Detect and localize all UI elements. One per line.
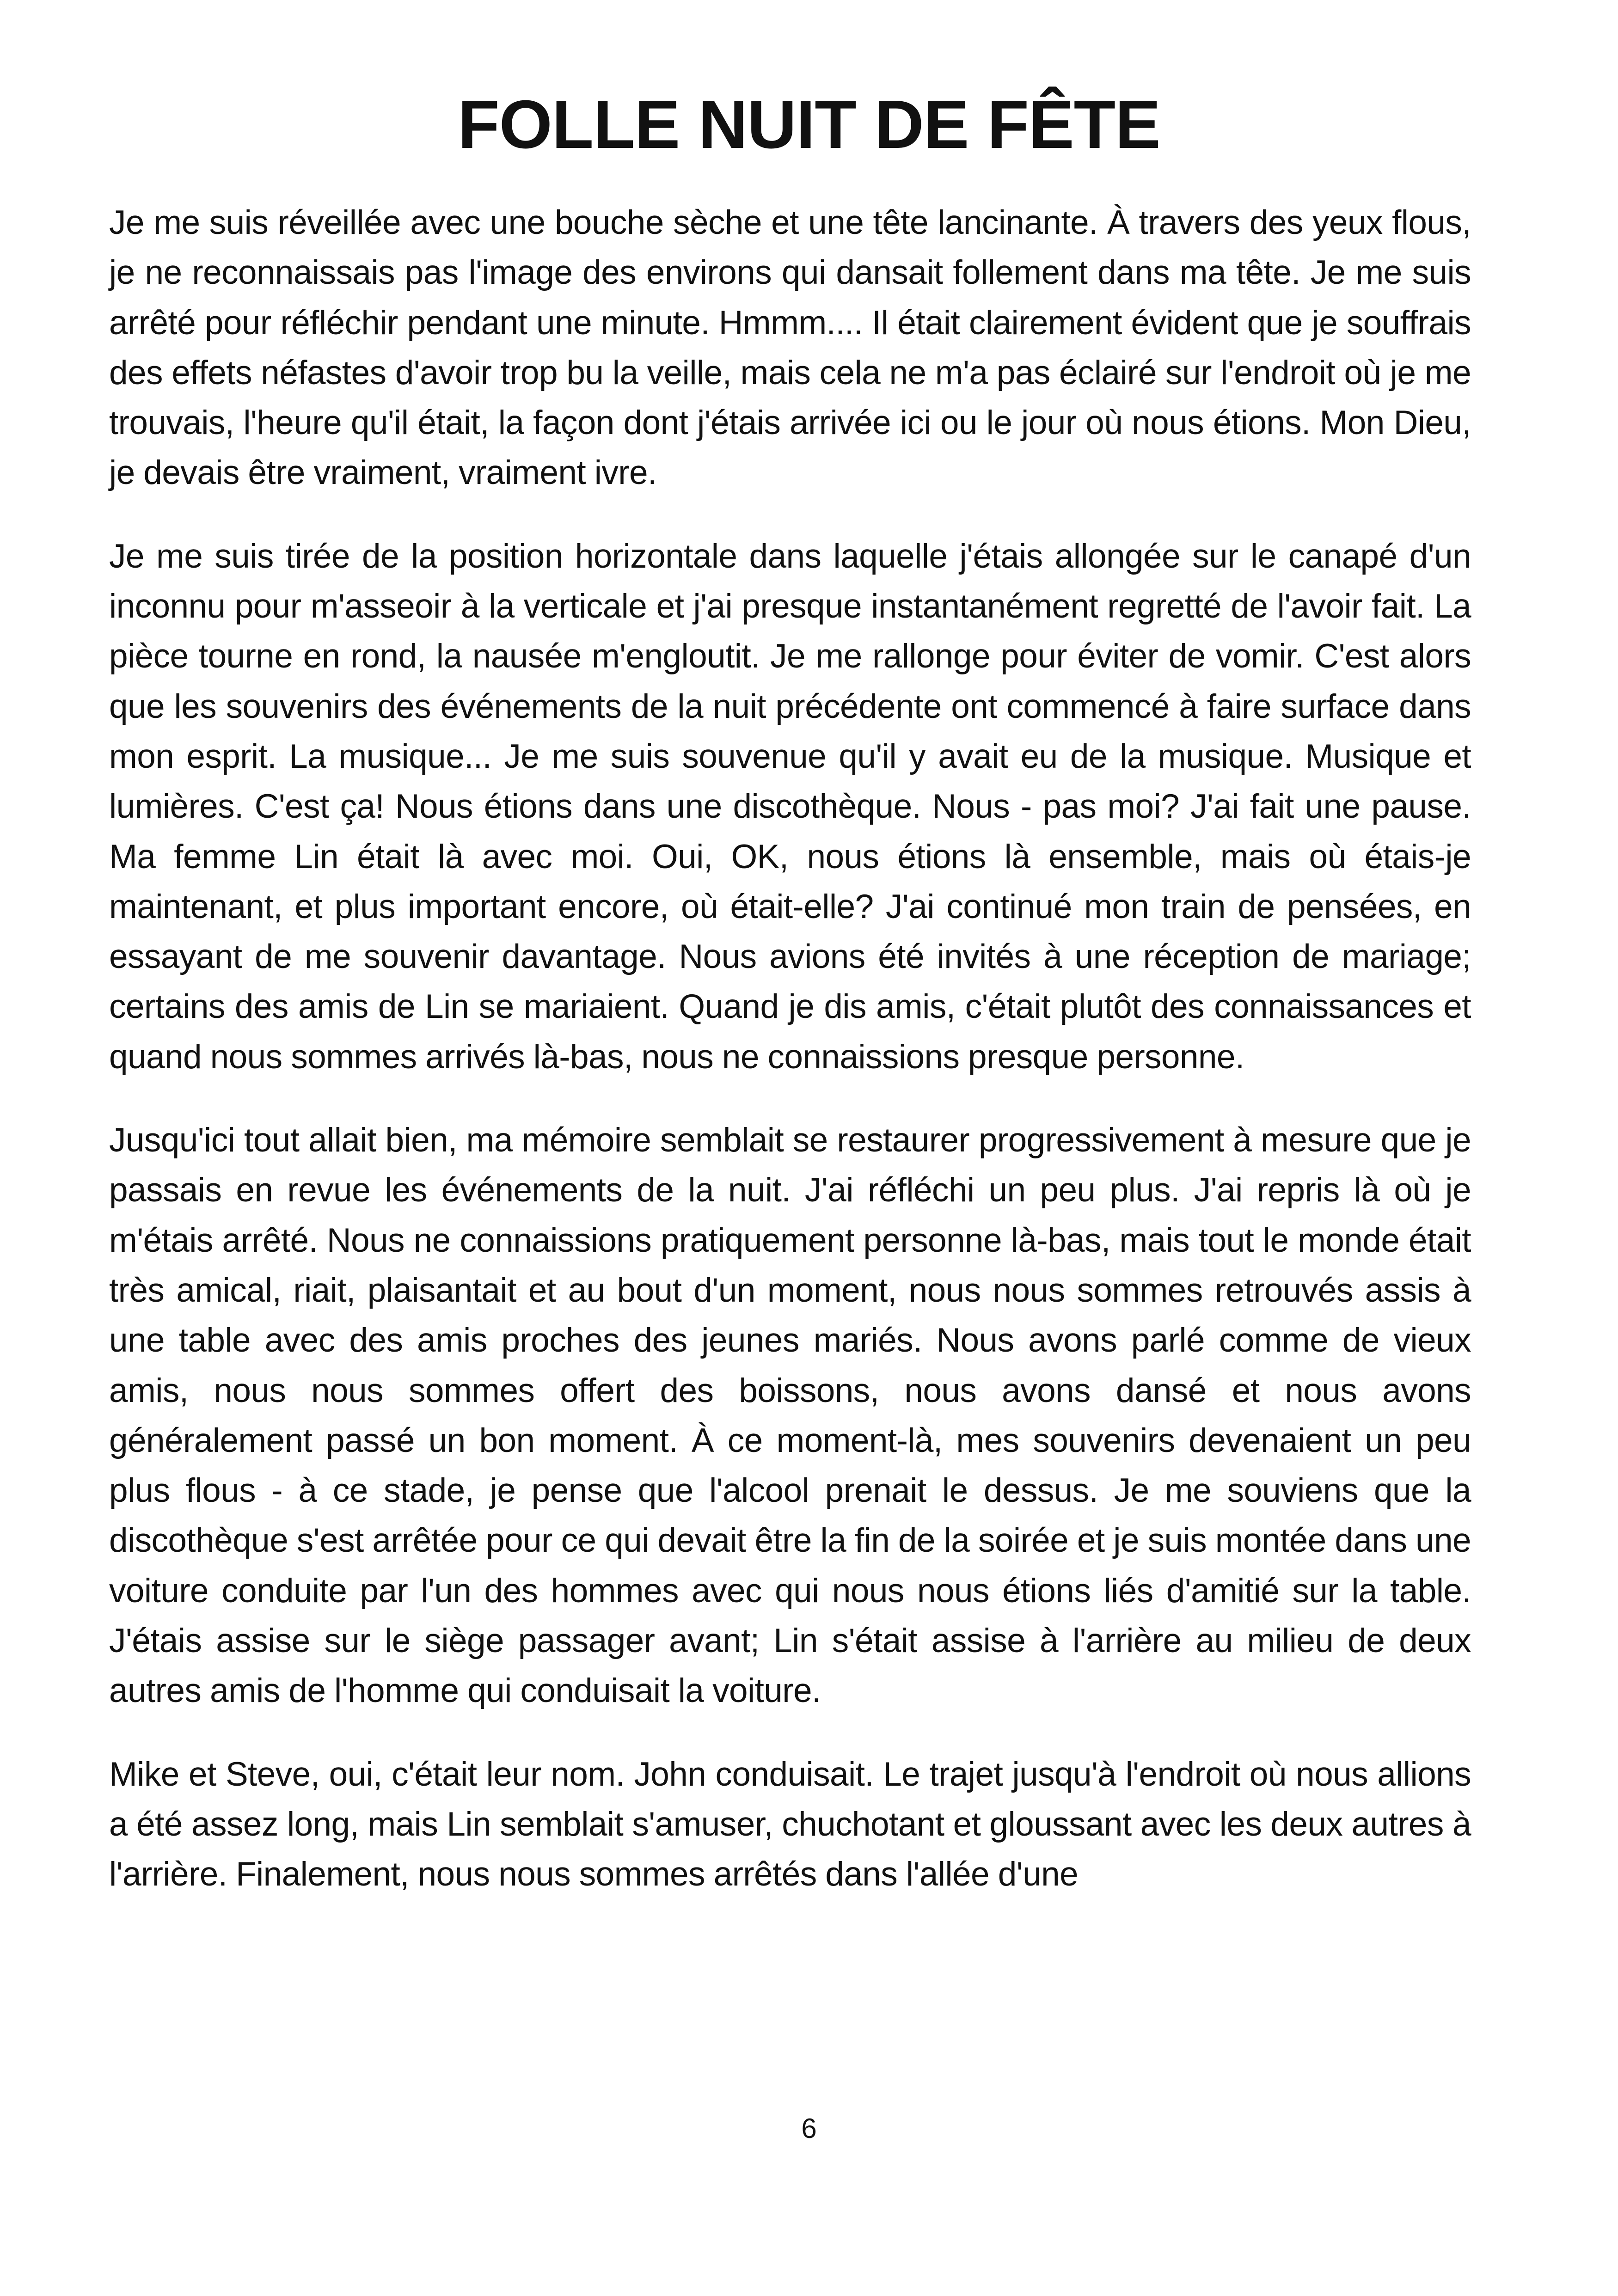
- document-title: FOLLE NUIT DE FÊTE: [458, 86, 1160, 163]
- paragraph-1: Je me suis réveillée avec une bouche sèche et une tête lancinante. À travers des yeux flous, je ne reconnaissais pas l'image des environs qui dansait follement dans ma tête. Je me suis arrêté pour réfléchir pendant une minute. Hmmm.... Il était clairement évident que je souffrais des effets néfastes d'avoir trop bu la veille, mais cela ne m'a pas éclairé sur l'endroit où je me trouvais, l'heure qu'il était, la façon dont j'étais arrivée ici ou le jour où nous étions. Mon Dieu, je devais être vraiment, vraiment ivre.: [109, 204, 1471, 492]
- paragraph-3: Jusqu'ici tout allait bien, ma mémoire semblait se restaurer progressivement à mesure que je passais en revue les événements de la nuit. J'ai réfléchi un peu plus. J'ai repris là où je m'étais arrêté. Nous ne connaissions pratiquement personne là-bas, mais tout le monde était très amical, riait, plaisantait et au bout d'un moment, nous nous sommes retrouvés assis à une table avec des amis proches des jeunes mariés. Nous avons parlé comme de vieux amis, nous nous sommes offert des boissons, nous avons dansé et nous avons généralement passé un bon moment. À ce moment-là, mes souvenirs devenaient un peu plus flous - à ce stade, je pense que l'alcool prenait le dessus. Je me souviens que la discothèque s'est arrêtée pour ce qui devait être la fin de la soirée et je suis montée dans une voiture conduite par l'un des hommes avec qui nous nous étions liés d'amitié sur la table. J'étais assise sur le siège passager avant; Lin s'était assise à l'arrière au milieu de deux autres amis de l'homme qui conduisait la voiture.: [109, 1121, 1471, 1710]
- document-body: [109, 198, 1471, 1933]
- paragraph-4: Mike et Steve, oui, c'était leur nom. John conduisait. Le trajet jusqu'à l'endroit où nous allions a été assez long, mais Lin semblait s'amuser, chuchotant et gloussant avec les deux autres à l'arrière. Finalement, nous nous sommes arrêtés dans l'allée d'une: [109, 1755, 1471, 1893]
- page-number: 6: [801, 2113, 817, 2144]
- paragraph-2: Je me suis tirée de la position horizontale dans laquelle j'étais allongée sur le canapé d'un inconnu pour m'asseoir à la verticale et j'ai presque instantanément regretté de l'avoir fait. La pièce tourne en rond, la nausée m'engloutit. Je me rallonge pour éviter de vomir. C'est alors que les souvenirs des événements de la nuit précédente ont commencé à faire surface dans mon esprit. La musique... Je me suis souvenue qu'il y avait eu de la musique. Musique et lumières. C'est ça! Nous étions dans une discothèque. Nous - pas moi? J'ai fait une pause. Ma femme Lin était là avec moi. Oui, OK, nous étions là ensemble, mais où étais-je maintenant, et plus important encore, où était-elle? J'ai continué mon train de pensées, en essayant de me souvenir davantage. Nous avions été invités à une réception de mariage; certains des amis de Lin se mariaient. Quand je dis amis, c'était plutôt des connaissances et quand nous sommes arrivés là-bas, nous ne connaissions presque personne.: [109, 537, 1471, 1076]
